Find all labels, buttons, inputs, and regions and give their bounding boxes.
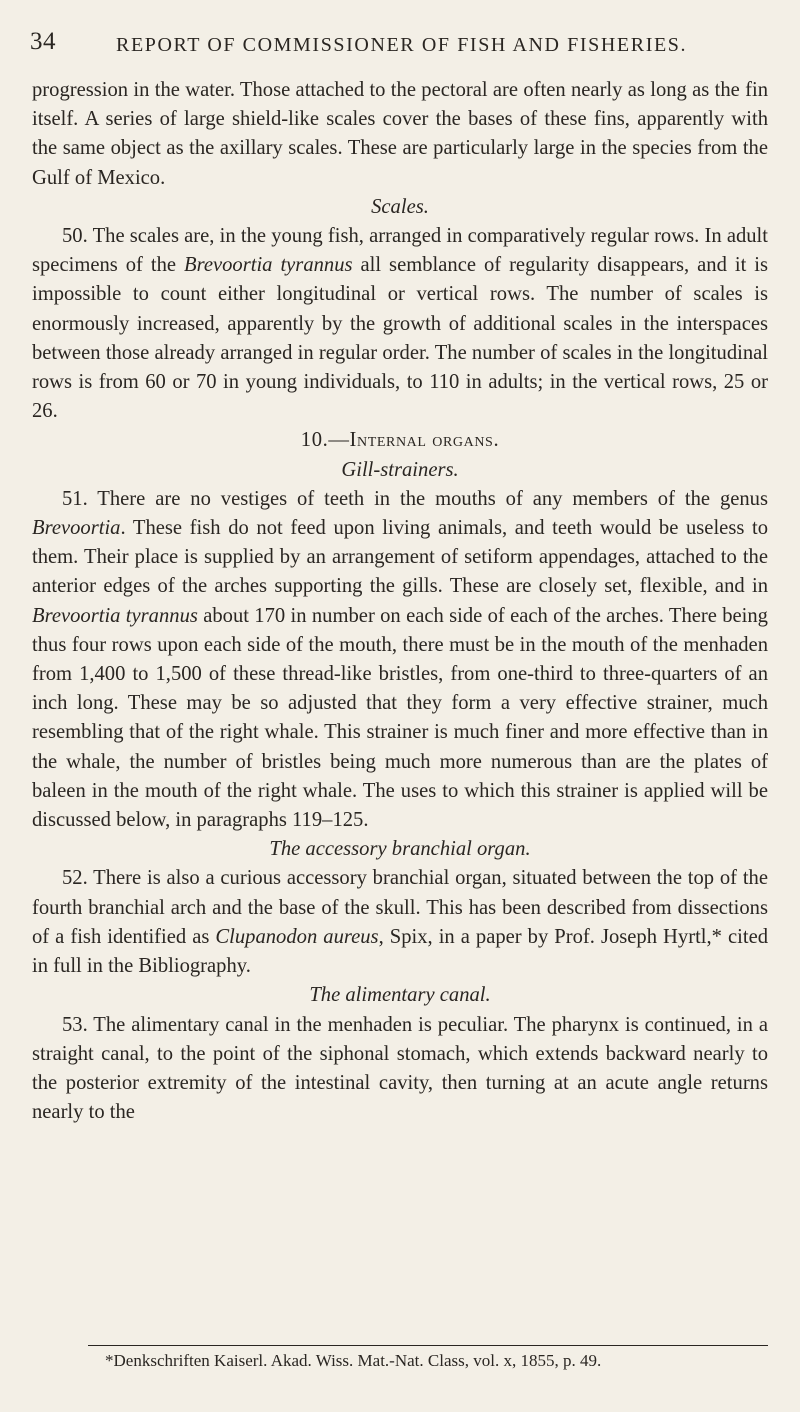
paragraph-52: 52. There is also a curious accessory branchial organ, situated between the top of the fourth branchial arch and the base of the skull. This has been described from dissections of a fish identified as Clupanodon aureus, Spix, in a paper by Prof. Joseph Hyrtl,* cited in full in the Bibliography. (32, 867, 769, 978)
species-name: Clupanodon aureus (215, 925, 379, 948)
running-head: REPORT OF COMMISSIONER OF FISH AND FISHERIES. (116, 34, 688, 56)
heading-accessory-branchial-organ: The accessory branchial organ. (269, 838, 531, 861)
page-number: 34 (30, 28, 56, 55)
paragraph-50: 50. The scales are, in the young fish, arranged in comparatively regular rows. In adult specimens of the Brevoortia tyrannus all semblance of regularity disappears, and it is impossible to count either longitudinal or vertical rows. The number of scales is enormously increased, apparently by the growth of additional scales in the interspaces between those already arranged in regular order. The number of scales in the longitudinal rows is from 60 or 70 in young individuals, to 110 in adults; in the vertical rows, 25 or 26. (32, 225, 768, 423)
paragraph-51: 51. There are no vestiges of teeth in the mouths of any members of the genus Brevoortia. These fish do not feed upon living animals, and teeth would be useless to them. Their place is supplied by an arrangement of setiform appendages, attached to the anterior edges of the arches supporting the gills. These are closely set, flexible, and in Brevoortia tyrannus about 170 in number on each side of each of the arches. There being thus four rows upon each side of the mouth, there must be in the mouth of the menhaden from 1,400 to 1,500 of these thread-like bristles, from one-third to three-quarters of an inch long. These may be so adjusted that they form a very effective strainer, much resembling that of the right whale. This strainer is much finer and more effective than in the whale, the number of bristles being much more numerous than are the plates of baleen in the mouth of the right whale. The uses to which this strainer is applied will be discussed below, in paragraphs 119–125. (32, 487, 768, 832)
species-name: Brevoortia tyrannus (32, 604, 198, 627)
body-text (32, 76, 768, 1127)
paragraph-53: 53. The alimentary canal in the menhaden is peculiar. The pharynx is continued, in a straight canal, to the point of the siphonal stomach, which extends backward nearly to the posterior extremity of the intestinal cavity, then turning at an acute angle returns nearly to the (32, 1013, 768, 1124)
footnote: *Denkschriften Kaiserl. Akad. Wiss. Mat.-Nat. Class, vol. x, 1855, p. 49. (105, 1351, 602, 1370)
genus-name: Brevoortia (32, 517, 121, 540)
species-name: Brevoortia tyrannus (184, 254, 353, 277)
page-header (0, 28, 800, 64)
heading-gill-strainers: Gill-strainers. (341, 458, 459, 481)
paragraph-intro: progression in the water. Those attached to the pectoral are often nearly as long as the fin itself. A series of large shield-like scales cover the bases of these fins, apparently with the same object as the axillary scales. These are particularly large in the species from the Gulf of Mexico. (32, 79, 768, 189)
heading-alimentary-canal: The alimentary canal. (309, 984, 491, 1007)
heading-scales: Scales. (371, 195, 429, 218)
heading-internal-organs: 10.—Internal organs. (300, 429, 500, 452)
footnote-divider (88, 1345, 768, 1346)
